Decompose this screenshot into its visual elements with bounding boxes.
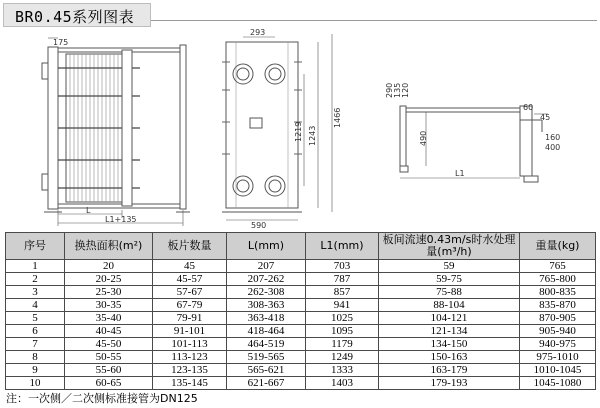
table-cell: 765-800 xyxy=(520,273,596,286)
dim-120: 120 xyxy=(401,82,410,98)
table-cell: 1095 xyxy=(306,325,379,338)
table-cell: 67-79 xyxy=(153,299,227,312)
table-cell: 418-464 xyxy=(227,325,306,338)
title-rule xyxy=(151,20,597,21)
table-cell: 464-519 xyxy=(227,338,306,351)
table-cell: 1403 xyxy=(306,377,379,390)
table-cell: 2 xyxy=(6,273,65,286)
series-title: BR0.45系列图表 xyxy=(15,8,135,26)
table-cell: 3 xyxy=(6,286,65,299)
table-cell: 1179 xyxy=(306,338,379,351)
table-cell: 45-57 xyxy=(153,273,227,286)
table-cell: 787 xyxy=(306,273,379,286)
table-cell: 262-308 xyxy=(227,286,306,299)
header-flow: 板间流速0.43m/s时水处理量(m³/h) xyxy=(379,233,520,260)
table-cell: 40-45 xyxy=(65,325,153,338)
dim-160: 160 xyxy=(545,133,561,142)
table-cell: 940-975 xyxy=(520,338,596,351)
table-cell: 703 xyxy=(306,260,379,273)
dim-1466: 1466 xyxy=(333,107,342,128)
spec-table xyxy=(5,232,596,390)
table-cell: 179-193 xyxy=(379,377,520,390)
table-cell: 50-55 xyxy=(65,351,153,364)
dim-293: 293 xyxy=(250,28,266,37)
table-row xyxy=(6,364,596,377)
table-cell: 30-35 xyxy=(65,299,153,312)
dim-60: 60 xyxy=(523,103,534,112)
table-cell: 20-25 xyxy=(65,273,153,286)
table-cell: 135-145 xyxy=(153,377,227,390)
table-row xyxy=(6,260,596,273)
dim-45: 45 xyxy=(540,113,551,122)
table-cell: 1025 xyxy=(306,312,379,325)
table-cell: 60-65 xyxy=(65,377,153,390)
table-cell: 25-30 xyxy=(65,286,153,299)
dim-135: 135 xyxy=(393,82,402,98)
header-area: 换热面积(m²) xyxy=(65,233,153,260)
dim-1243: 1243 xyxy=(308,125,317,146)
table-row xyxy=(6,325,596,338)
table-cell: 134-150 xyxy=(379,338,520,351)
table-cell: 308-363 xyxy=(227,299,306,312)
table-cell: 519-565 xyxy=(227,351,306,364)
table-cell: 10 xyxy=(6,377,65,390)
table-cell: 857 xyxy=(306,286,379,299)
table-cell: 975-1010 xyxy=(520,351,596,364)
table-row xyxy=(6,312,596,325)
table-cell: 1333 xyxy=(306,364,379,377)
table-header-row xyxy=(6,233,596,260)
header-weight: 重量(kg) xyxy=(520,233,596,260)
table-cell: 765 xyxy=(520,260,596,273)
table-cell: 8 xyxy=(6,351,65,364)
table-cell: 1010-1045 xyxy=(520,364,596,377)
table-cell: 59 xyxy=(379,260,520,273)
table-cell: 57-67 xyxy=(153,286,227,299)
table-cell: 113-123 xyxy=(153,351,227,364)
table-row xyxy=(6,286,596,299)
table-cell: 163-179 xyxy=(379,364,520,377)
technical-drawing xyxy=(0,28,600,228)
front-view xyxy=(222,42,302,212)
header-index: 序号 xyxy=(6,233,65,260)
table-row xyxy=(6,273,596,286)
header-L: L(mm) xyxy=(227,233,306,260)
table-row xyxy=(6,351,596,364)
table-cell: 123-135 xyxy=(153,364,227,377)
dim-490: 490 xyxy=(419,130,428,146)
table-cell: 207 xyxy=(227,260,306,273)
dim-1219: 1219 xyxy=(294,121,303,142)
table-row xyxy=(6,377,596,390)
table-cell: 55-60 xyxy=(65,364,153,377)
table-cell: 207-262 xyxy=(227,273,306,286)
table-cell: 835-870 xyxy=(520,299,596,312)
table-cell: 800-835 xyxy=(520,286,596,299)
table-cell: 1249 xyxy=(306,351,379,364)
dim-L1-135: L1+135 xyxy=(105,215,137,224)
table-cell: 941 xyxy=(306,299,379,312)
table-cell: 104-121 xyxy=(379,312,520,325)
table-cell: 79-91 xyxy=(153,312,227,325)
table-cell: 9 xyxy=(6,364,65,377)
table-cell: 45 xyxy=(153,260,227,273)
table-cell: 621-667 xyxy=(227,377,306,390)
table-cell: 870-905 xyxy=(520,312,596,325)
table-cell: 5 xyxy=(6,312,65,325)
table-row xyxy=(6,338,596,351)
footnote: 注：一次侧／二次侧标准接管为DN125 xyxy=(6,392,198,405)
table-cell: 59-75 xyxy=(379,273,520,286)
table-cell: 101-113 xyxy=(153,338,227,351)
table-cell: 150-163 xyxy=(379,351,520,364)
table-cell: 363-418 xyxy=(227,312,306,325)
header-plates: 板片数量 xyxy=(153,233,227,260)
table-cell: 91-101 xyxy=(153,325,227,338)
table-cell: 75-88 xyxy=(379,286,520,299)
table-cell: 7 xyxy=(6,338,65,351)
table-cell: 905-940 xyxy=(520,325,596,338)
table-cell: 88-104 xyxy=(379,299,520,312)
dim-L: L xyxy=(86,206,91,215)
table-cell: 6 xyxy=(6,325,65,338)
dim-175: 175 xyxy=(53,38,69,47)
table-cell: 45-50 xyxy=(65,338,153,351)
table-cell: 1045-1080 xyxy=(520,377,596,390)
table-cell: 121-134 xyxy=(379,325,520,338)
table-cell: 1 xyxy=(6,260,65,273)
table-cell: 4 xyxy=(6,299,65,312)
dim-590: 590 xyxy=(251,221,267,228)
table-cell: 565-621 xyxy=(227,364,306,377)
header-L1: L1(mm) xyxy=(306,233,379,260)
dim-290: 290 xyxy=(385,82,394,98)
side-view xyxy=(42,45,190,212)
series-title-tab xyxy=(3,3,151,27)
dim-L1: L1 xyxy=(455,169,465,178)
table-row xyxy=(6,299,596,312)
dim-400: 400 xyxy=(545,143,561,152)
table-body xyxy=(6,260,596,390)
table-cell: 20 xyxy=(65,260,153,273)
table-cell: 35-40 xyxy=(65,312,153,325)
